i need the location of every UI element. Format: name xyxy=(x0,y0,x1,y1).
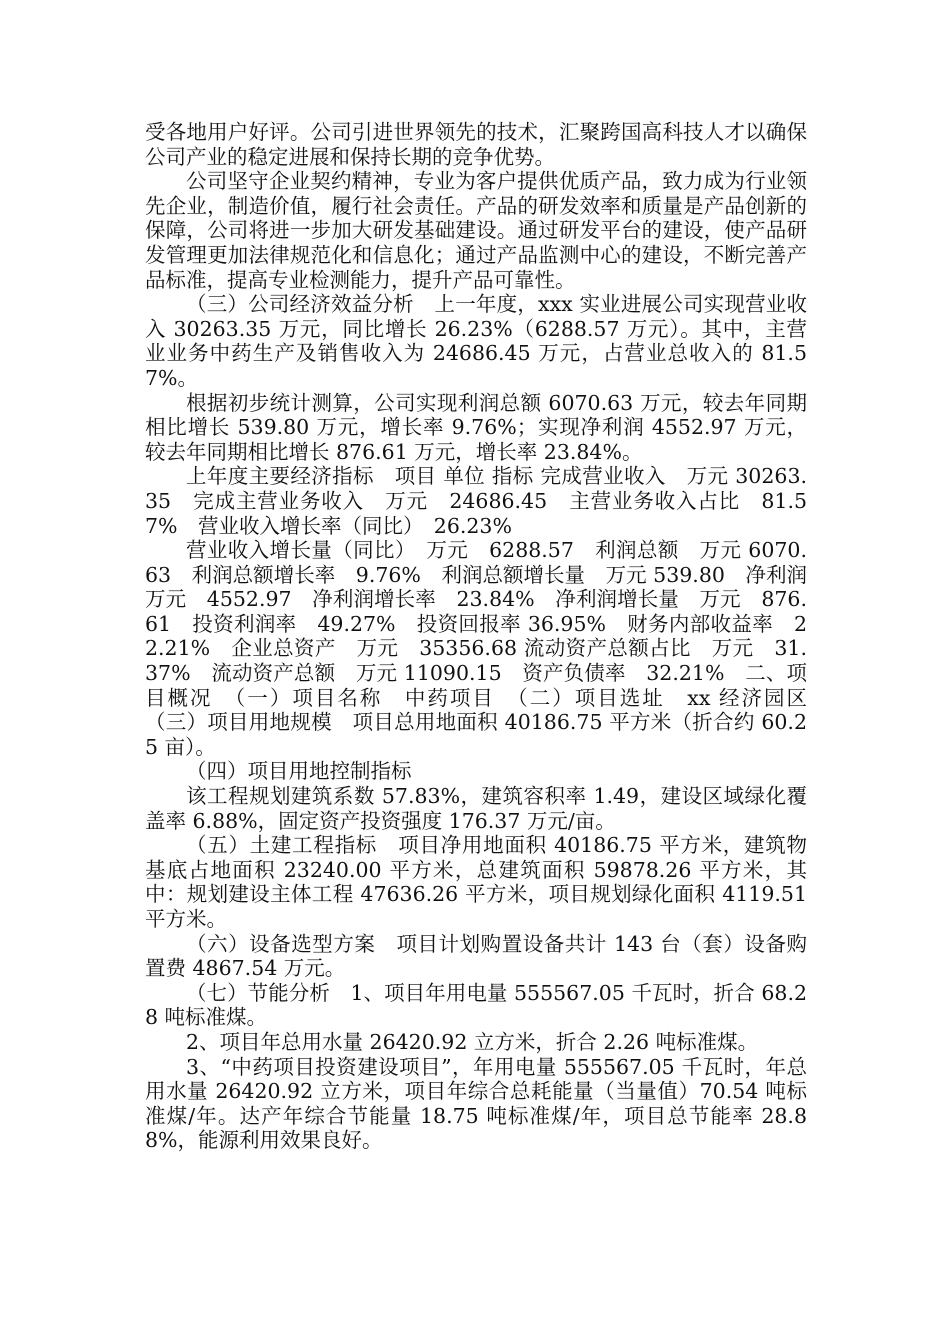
heading-land-control: （四）项目用地控制指标 xyxy=(186,759,412,784)
paragraph-energy-water: 2、项目年总用水量 26420.92 立方米，折合 2.26 吨标准煤。 xyxy=(186,1029,759,1054)
paragraph-economic-analysis: （三）公司经济效益分析 上一年度，xxx 实业进展公司实现营业收入 30263.35 万元，同比增长 26.23%（6288.57 万元）。其中，主营业业务中药生产及销售收入为 24686.45 万元，占营业总收入的 81.57%。 xyxy=(145,292,807,390)
document-body xyxy=(145,120,828,1153)
paragraph-land-control: 该工程规划建筑系数 57.83%，建筑容积率 1.49，建设区域绿化覆盖率 6.88%，固定资产投资强度 176.37 万元/亩。 xyxy=(145,784,807,833)
paragraph-economic-indicators: 上年度主要经济指标 项目 单位 指标 完成营业收入 万元 30263.35 完成主营业务收入 万元 24686.45 主营业务收入占比 81.57% 营业收入增长率（同比） 26.23% xyxy=(145,464,807,538)
paragraph-energy-electricity: （七）节能分析 1、项目年用电量 555567.05 千瓦时，折合 68.28 吨标准煤。 xyxy=(145,980,807,1030)
paragraph-company-commitment: 公司坚守企业契约精神，专业为客户提供优质产品，致力成为行业领先企业，制造价值，履行社会责任。产品的研发效率和质量是产品创新的保障，公司将进一步加大研发基础建设。通过研发平台的建设，使产品研发管理更加法律规范化和信息化；通过产品监测中心的建设，不断完善产品标准，提高专业检测能力，提升产品可靠性。 xyxy=(145,169,807,292)
paragraph-energy-summary: 3、“中药项目投资建设项目”，年用电量 555567.05 千瓦时，年总用水量 26420.92 立方米，项目年综合总耗能量（当量值）70.54 吨标准煤/年。达产年综合节能量 18.75 吨标准煤/年，项目总节能率 28.88%，能源利用效果良好。 xyxy=(145,1054,807,1153)
paragraph-profit-estimate: 根据初步统计测算，公司实现利润总额 6070.63 万元，较去年同期相比增长 539.80 万元，增长率 9.76%；实现净利润 4552.97 万元，较去年同期相比增长 876.61 万元，增长率 23.84%。 xyxy=(145,390,807,464)
paragraph-continued: 受各地用户好评。公司引进世界领先的技术，汇聚跨国高科技人才以确保公司产业的稳定进展和保持长期的竞争优势。 xyxy=(145,120,807,169)
paragraph-equipment: （六）设备选型方案 项目计划购置设备共计 143 台（套）设备购置费 4867.54 万元。 xyxy=(145,931,807,981)
paragraph-civil-engineering: （五）土建工程指标 项目净用地面积 40186.75 平方米，建筑物基底占地面积 23240.00 平方米，总建筑面积 59878.26 平方米，其中：规划建设主体工程 47636.26 平方米，项目规划绿化面积 4119.51 平方米。 xyxy=(145,833,807,931)
paragraph-indicators-and-overview: 营业收入增长量（同比） 万元 6288.57 利润总额 万元 6070.63 利润总额增长率 9.76% 利润总额增长量 万元 539.80 净利润 万元 4552.97 净利润增长率 23.84% 净利润增长量 万元 876.61 投资利润率 49.27% 投资回报率 36.95% 财务内部收益率 22.21% 企业总资产 万元 35356.68 流动资产总额占比 万元 31.37% 流动资产总额 万元 11090.15 资产负债率 32.21% 二、项目概况 （一）项目名称 中药项目 （二）项目选址 xx 经济园区 （三）项目用地规模 项目总用地面积 40186.75 平方米（折合约 60.25 亩）。 xyxy=(145,538,828,759)
